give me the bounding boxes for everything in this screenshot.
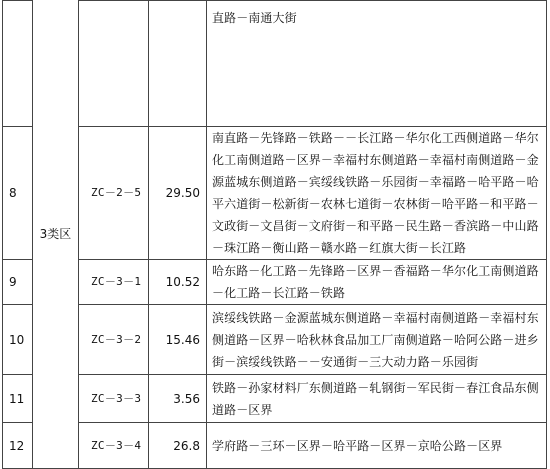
- row-number: 10: [3, 305, 33, 375]
- zone-code: ZC－3－3: [79, 375, 149, 423]
- table-row: [3, 260, 547, 305]
- table-row: [3, 423, 547, 469]
- row-number: 11: [3, 375, 33, 423]
- table-row: [3, 1, 547, 127]
- boundary-description: 滨绥线铁路－金源蓝城东侧道路－幸福村南侧道路－幸福村东侧道路－区界－哈秋林食品加工厂南侧道路－哈阿公路－进乡街－滨绥线铁路－－安通街－三大动力路－乐园街: [207, 305, 547, 375]
- boundary-description: 学府路－三环－区界－哈平路－区界－京哈公路－区界: [207, 423, 547, 469]
- zone-code: [79, 1, 149, 127]
- row-number: 12: [3, 423, 33, 469]
- area-value: 3.56: [149, 375, 207, 423]
- table-row: [3, 305, 547, 375]
- row-number: 9: [3, 260, 33, 305]
- boundary-description: 哈东路－化工路－先锋路－区界－香福路－华尔化工南侧道路－化工路－长江路－铁路: [207, 260, 547, 305]
- area-value: 10.52: [149, 260, 207, 305]
- area-value: 26.8: [149, 423, 207, 469]
- boundary-description: 南直路－先锋路－铁路－－长江路－华尔化工西侧道路－华尔化工南侧道路－区界－幸福村东侧道路－幸福村南侧道路－金源蓝城东侧道路－宾绥线铁路－乐园街－幸福路－哈平路－哈平六道街－松新街－农林七道街－农林街－哈平路－和平路－文政街－文昌街－文府街－和平路－民生路－香滨路－中山路－珠江路－衡山路－赣水路－红旗大街－长江路: [207, 127, 547, 260]
- table-row: [3, 127, 547, 260]
- area-value: [149, 1, 207, 127]
- category-cell: 3类区: [33, 1, 79, 469]
- zone-code: ZC－3－1: [79, 260, 149, 305]
- boundary-description: 铁路－孙家材料厂东侧道路－轧钢街－军民街－春江食品东侧道路－区界: [207, 375, 547, 423]
- area-value: 15.46: [149, 305, 207, 375]
- boundary-description: 直路－南通大街: [207, 1, 547, 127]
- row-number: 8: [3, 127, 33, 260]
- district-table: [2, 0, 547, 469]
- zone-code: ZC－3－2: [79, 305, 149, 375]
- table-row: [3, 375, 547, 423]
- row-number: [3, 1, 33, 127]
- zone-code: ZC－3－4: [79, 423, 149, 469]
- zone-code: ZC－2－5: [79, 127, 149, 260]
- area-value: 29.50: [149, 127, 207, 260]
